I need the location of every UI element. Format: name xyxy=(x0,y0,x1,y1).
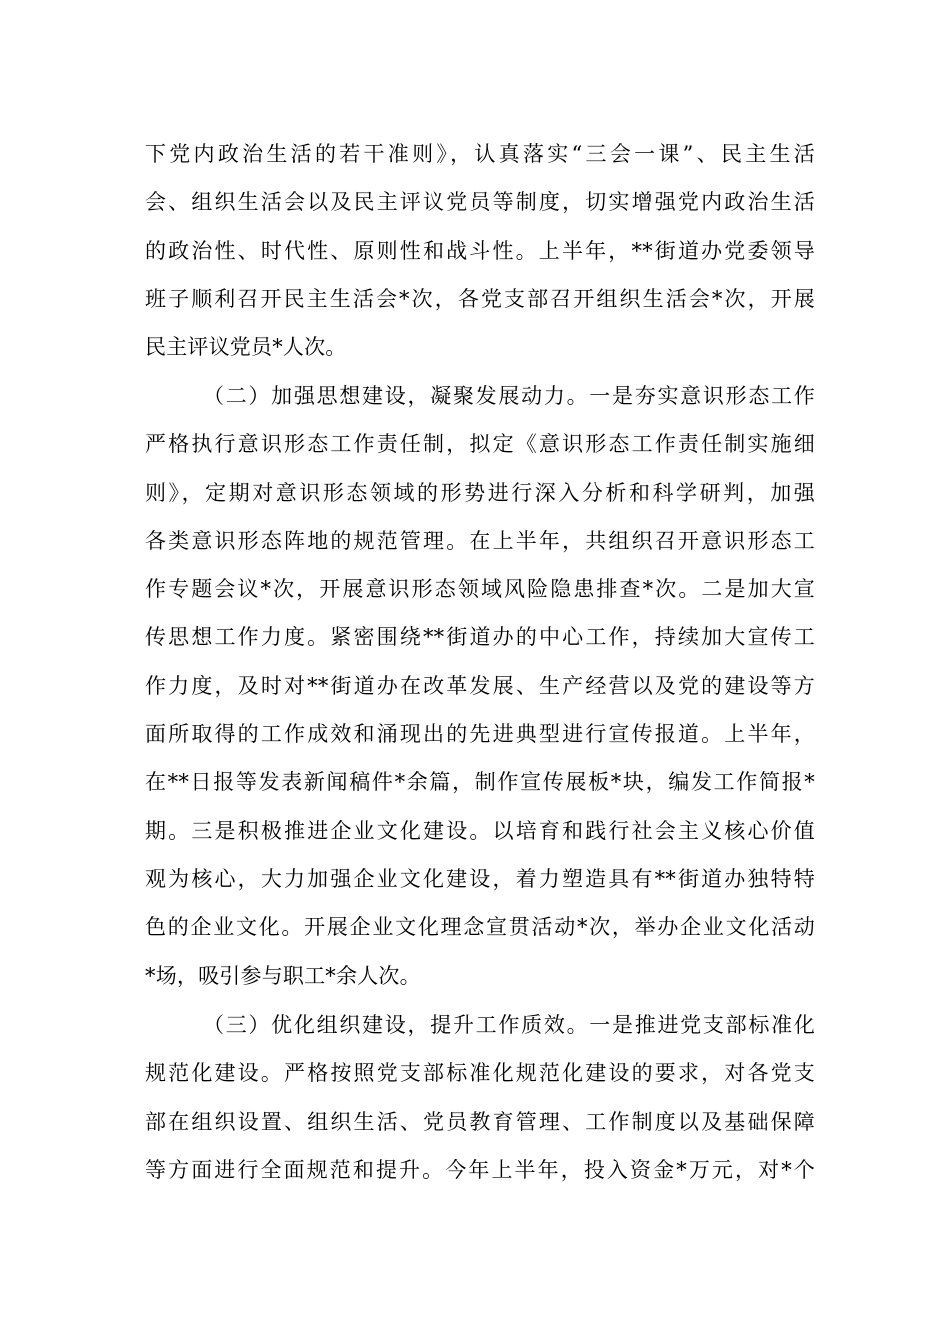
paragraph-line: 传思想工作力度。紧密围绕**街道办的中心工作，持续加大宣传工 xyxy=(145,625,815,650)
paragraph-line: 班子顺利召开民主生活会*次，各党支部召开组织生活会*次，开展 xyxy=(145,286,815,311)
paragraph-line: 严格执行意识形态工作责任制，拟定《意识形态工作责任制实施细 xyxy=(145,432,815,457)
paragraph-line: 观为核心，大力加强企业文化建设，着力塑造具有**街道办独特特 xyxy=(145,866,815,891)
paragraph-line: 等方面进行全面规范和提升。今年上半年，投入资金*万元，对*个 xyxy=(145,1157,815,1182)
paragraph-line: 则》，定期对意识形态领域的形势进行深入分析和科学研判，加强 xyxy=(145,480,815,505)
paragraph-line: 会、组织生活会以及民主评议党员等制度，切实增强党内政治生活 xyxy=(145,190,815,215)
paragraph-organization-building xyxy=(145,1001,815,1194)
paragraph-line: 色的企业文化。开展企业文化理念宣贯活动*次，举办企业文化活动 xyxy=(145,915,815,940)
paragraph-line: 下党内政治生活的若干准则》，认真落实“三会一课”、民主生活 xyxy=(145,142,815,166)
paragraph-line: 部在组织设置、组织生活、党员教育管理、工作制度以及基础保障 xyxy=(145,1109,815,1134)
paragraph-line: *场，吸引参与职工*余人次。 xyxy=(145,963,421,988)
paragraph-line: 作力度，及时对**街道办在改革发展、生产经营以及党的建设等方 xyxy=(145,673,815,698)
paragraph-line: 期。三是积极推进企业文化建设。以培育和践行社会主义核心价值 xyxy=(145,818,815,843)
paragraph-heading-line: （二）加强思想建设，凝聚发展动力。一是夯实意识形态工作 xyxy=(203,384,815,408)
paragraph-line: 作专题会议*次，开展意识形态领域风险隐患排查*次。二是加大宣 xyxy=(145,577,815,602)
paragraph-ideological-building xyxy=(145,372,815,1000)
paragraph-party-life xyxy=(145,130,815,371)
paragraph-line: 在**日报等发表新闻稿件*余篇，制作宣传展板*块，编发工作简报* xyxy=(145,770,815,795)
paragraph-heading-line: （三）优化组织建设，提升工作质效。一是推进党支部标准化 xyxy=(203,1013,815,1037)
paragraph-line: 各类意识形态阵地的规范管理。在上半年，共组织召开意识形态工 xyxy=(145,528,815,553)
paragraph-line: 民主评议党员*人次。 xyxy=(145,335,347,360)
paragraph-line: 规范化建设。严格按照党支部标准化规范化建设的要求，对各党支 xyxy=(145,1061,815,1086)
paragraph-line: 面所取得的工作成效和涌现出的先进典型进行宣传报道。上半年， xyxy=(145,722,815,747)
paragraph-line: 的政治性、时代性、原则性和战斗性。上半年，**街道办党委领导 xyxy=(145,238,815,263)
